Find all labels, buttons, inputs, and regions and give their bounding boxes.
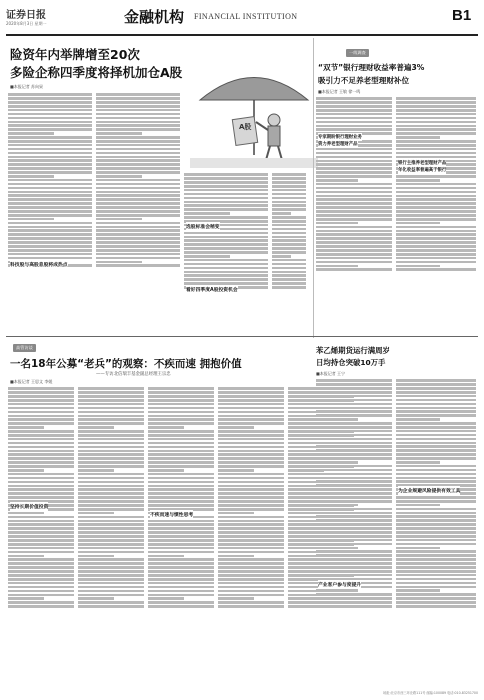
feature-byline: ■本报记者 王思文 李媛 <box>10 379 53 384</box>
right-byline: ■本报记者 王敏 徐一鸣 <box>318 89 361 94</box>
lead-byline: ■本报记者 苏向杲 <box>10 84 44 89</box>
lead-column-1 <box>8 92 92 330</box>
futures-subhead-1: 产业客户参与度提升 <box>318 580 361 589</box>
lead-subhead-3: 看好四季度A股投资机会 <box>186 285 238 294</box>
paper-date: 2020年8月3日 星期一 <box>6 21 47 26</box>
lead-column-2 <box>96 92 180 330</box>
feature-column-3 <box>148 386 214 686</box>
right-column-2 <box>396 96 476 330</box>
feature-headline: 一名18年公募“老兵”的观察：不疾而速 拥抱价值 <box>10 358 242 370</box>
umbrella-figure-illustration <box>190 60 318 168</box>
feature-column-4 <box>218 386 284 686</box>
right-headline-2: 吸引力不足养老型理财补位 <box>318 76 410 85</box>
right-subhead-2a: 银行主推养老型理财产品 <box>398 161 447 166</box>
paper-name: 证券日报 <box>6 10 46 21</box>
feature-column-1 <box>8 386 74 686</box>
right-subhead-1a: 专家期盼银行理财业务 <box>318 135 362 140</box>
futures-column-1 <box>316 378 392 686</box>
lead-column-3 <box>184 172 268 330</box>
lead-subhead-1: 科技股与高股息股将成热点 <box>10 260 68 269</box>
lead-headline-1: 险资年内举牌增至20次 <box>10 47 140 62</box>
right-column-1 <box>316 96 392 330</box>
section-title-english: FINANCIAL INSTITUTION <box>194 12 298 21</box>
page-number: B1 <box>452 7 472 24</box>
lead-headline-2: 多险企称四季度将择机加仓A股 <box>10 65 183 80</box>
lead-column-4 <box>272 172 306 330</box>
masthead <box>6 4 478 36</box>
right-headline-1: “双节”银行理财收益率普遍3% <box>318 63 425 72</box>
futures-byline: ■本报记者 王宁 <box>316 371 346 376</box>
section-tag: 一线调查 <box>346 49 369 57</box>
section-title: 金融机构 <box>124 8 185 26</box>
right-subhead-1b: 资力养老型理财产品 <box>318 142 358 147</box>
lead-subhead-2: 选股标准会稍变 <box>186 222 220 231</box>
column-divider <box>313 38 314 338</box>
page-footer: 地址:北京市西三环北路111号 邮编:100089 电话:010-83251700 <box>383 691 478 695</box>
futures-headline-1: 苯乙烯期货运行满周岁 <box>316 346 390 355</box>
feature-subhead-1: 坚持长期价值投资 <box>10 502 48 511</box>
futures-subhead-2: 为企业规避风险提供有效工具 <box>398 486 460 495</box>
feature-subhead-2: 不疾而速与惯性思考 <box>150 510 193 519</box>
illustration-label: A股 <box>239 123 252 131</box>
section-divider <box>6 336 478 337</box>
futures-column-2 <box>396 378 476 686</box>
futures-headline-2: 日均持仓突破10万手 <box>316 358 386 367</box>
feature-subline: ——专访北信瑞丰基金副总经理王宗忠 <box>96 372 171 377</box>
feature-tag: 高管访谈 <box>13 344 36 352</box>
right-subhead-2b: 年化收益率普遍高于银行 <box>398 168 447 173</box>
feature-column-2 <box>78 386 144 686</box>
